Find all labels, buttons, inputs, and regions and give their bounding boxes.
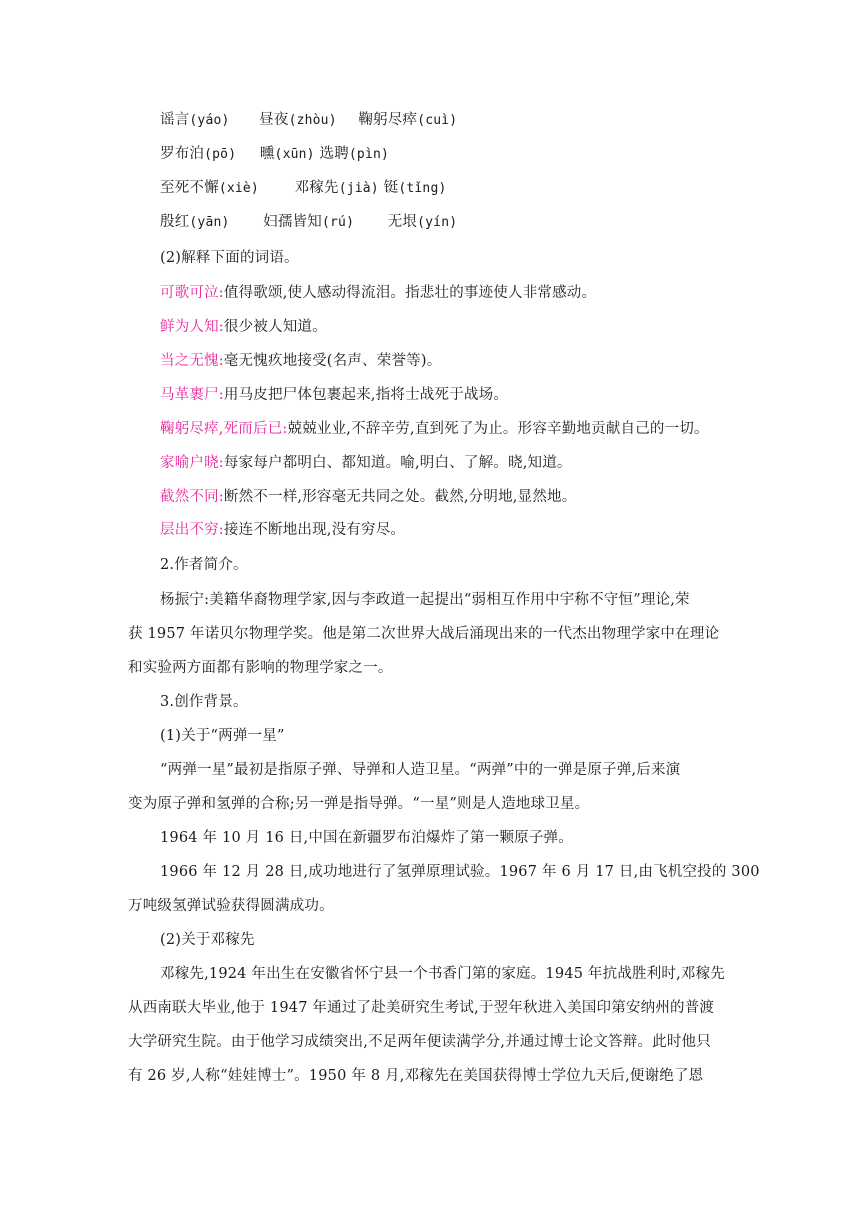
- term-definition: [160, 518, 405, 539]
- definition: 很少被人知道。: [223, 319, 327, 335]
- definition: 毫无愧疚地接受(名声、荣誉等)。: [223, 353, 442, 369]
- subsection-heading: (2)关于邓稼先: [160, 932, 255, 948]
- term-definition: [160, 349, 441, 370]
- pronunciation-row: [160, 176, 447, 197]
- term: 鲜为人知:: [160, 319, 224, 335]
- term-definition: [160, 485, 576, 506]
- pinyin: (jià): [338, 181, 379, 196]
- word: 鞠躬尽瘁: [358, 112, 418, 128]
- paragraph-line: 从西南联大毕业,他于 1947 年通过了赴美研究生考试,于翌年秋进入美国印第安纳州的普渡: [128, 1000, 715, 1016]
- definition: 断然不一样,形容毫无共同之处。截然,分明地,显然地。: [223, 489, 577, 505]
- paragraph-line: 和实验两方面都有影响的物理学家之一。: [128, 660, 393, 676]
- word: 罗布泊: [160, 146, 205, 162]
- word: 邓稼先: [294, 180, 339, 196]
- paragraph-line: 变为原子弹和氢弹的合称;另一弹是指导弹。“一星”则是人造地球卫星。: [128, 796, 590, 812]
- term: 鞠躬尽瘁,死而后已:: [160, 421, 288, 437]
- word: 殷红: [160, 214, 190, 230]
- definition: 每家每户都明白、都知道。喻,明白、了解。晓,知道。: [223, 455, 572, 471]
- pronunciation-row: [160, 142, 389, 163]
- definition: 值得歌颂,使人感动得流泪。指悲壮的事迹使人非常感动。: [223, 285, 597, 301]
- pronunciation-row: [160, 210, 457, 231]
- paragraph-line: 1964 年 10 月 16 日,中国在新疆罗布泊爆炸了第一颗原子弹。: [160, 830, 573, 846]
- word: 谣言: [160, 112, 190, 128]
- pinyin: (tǐng): [398, 181, 447, 196]
- word: 昼夜: [259, 112, 289, 128]
- section-heading: 2.作者简介。: [160, 557, 248, 573]
- paragraph-line: 邓稼先,1924 年出生在安徽省怀宁县一个书香门第的家庭。1945 年抗战胜利时,邓稼先: [160, 966, 726, 982]
- question-heading: (2)解释下面的词语。: [160, 250, 299, 266]
- term: 家喻户晓:: [160, 455, 224, 471]
- definition: 用马皮把尸体包裹起来,指将士战死于战场。: [223, 387, 508, 403]
- term-definition: [160, 281, 596, 302]
- section-heading: 3.创作背景。: [160, 694, 248, 710]
- term: 层出不穷:: [160, 522, 224, 538]
- pinyin: (cuì): [417, 113, 458, 128]
- word: 选聘: [319, 146, 349, 162]
- paragraph-line: 有 26 岁,人称“娃娃博士”。1950 年 8 月,邓稼先在美国获得博士学位九天后,便谢绝了恩: [128, 1068, 704, 1084]
- pinyin: (yáo): [189, 113, 230, 128]
- term: 当之无愧:: [160, 353, 224, 369]
- definition: 兢兢业业,不辞辛劳,直到死了为止。形容辛勤地贡献自己的一切。: [287, 421, 709, 437]
- paragraph-line: 1966 年 12 月 28 日,成功地进行了氢弹原理试验。1967 年 6 月 17 日,由飞机空投的 300: [160, 864, 760, 880]
- pinyin: (rú): [321, 215, 355, 230]
- term-definition: [160, 417, 709, 438]
- word: 曛: [259, 146, 275, 162]
- pinyin: (yín): [417, 215, 458, 230]
- pinyin: (pō): [204, 147, 237, 162]
- word: 无垠: [387, 214, 418, 230]
- definition: 接连不断地出现,没有穷尽。: [223, 522, 406, 538]
- paragraph-line: 获 1957 年诺贝尔物理学奖。他是第二次世界大战后涌现出来的一代杰出物理学家中在理论: [128, 626, 720, 642]
- term-definition: [160, 451, 572, 472]
- word: 妇孺皆知: [263, 214, 322, 230]
- subsection-heading: (1)关于“两弹一星”: [160, 728, 285, 744]
- term: 可歌可泣:: [160, 285, 224, 301]
- word: 铤: [383, 180, 399, 196]
- term: 马革裹尸:: [160, 387, 224, 403]
- pinyin: (pìn): [348, 147, 390, 162]
- pinyin: (yān): [189, 215, 230, 230]
- word: 至死不懈: [160, 180, 219, 196]
- pinyin: (xiè): [218, 181, 259, 196]
- pronunciation-row: [160, 108, 457, 129]
- pinyin: (xūn): [274, 147, 315, 162]
- paragraph-line: “两弹一星”最初是指原子弹、导弹和人造卫星。“两弹”中的一弹是原子弹,后来演: [160, 762, 681, 778]
- pinyin: (zhòu): [288, 113, 337, 128]
- paragraph-line: 万吨级氢弹试验获得圆满成功。: [128, 898, 334, 914]
- paragraph-line: 杨振宁:美籍华裔物理学家,因与李政道一起提出“弱相互作用中宇称不守恒”理论,荣: [160, 592, 690, 608]
- term-definition: [160, 315, 327, 336]
- term-definition: [160, 383, 508, 404]
- term: 截然不同:: [160, 489, 224, 505]
- paragraph-line: 大学研究生院。由于他学习成绩突出,不足两年便读满学分,并通过博士论文答辩。此时他只: [128, 1034, 711, 1050]
